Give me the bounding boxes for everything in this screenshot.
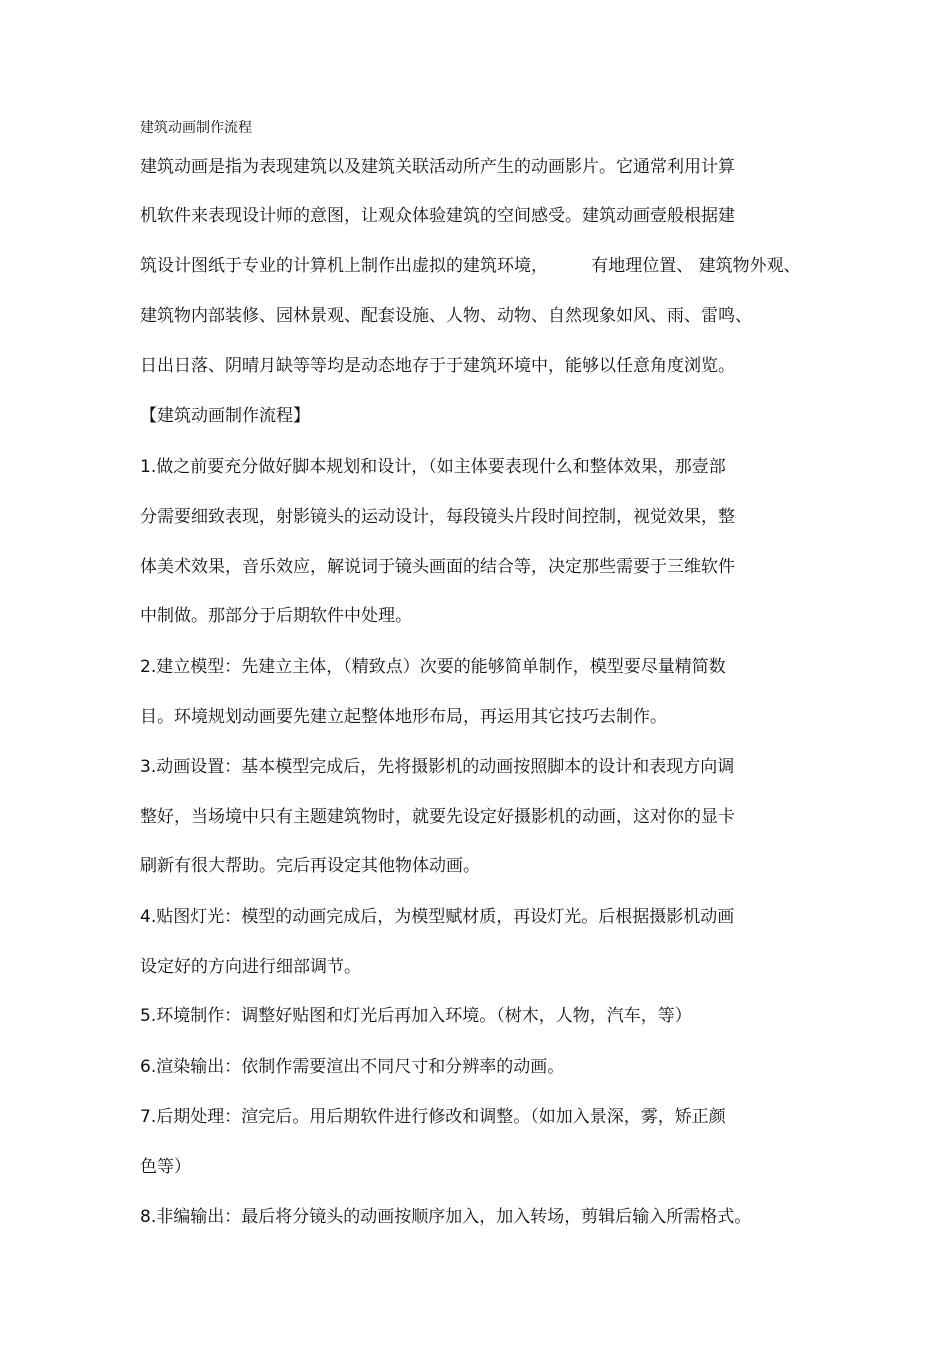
- step-line: 刷新有很大帮助。完后再设定其他物体动画。: [140, 856, 480, 876]
- step-line: 2.建立模型：先建立主体，（精致点）次要的能够简单制作，模型要尽量精简数: [140, 657, 726, 677]
- step-line: 3.动画设置：基本模型完成后，先将摄影机的动画按照脚本的设计和表现方向调: [140, 757, 735, 777]
- step-line: 1.做之前要充分做好脚本规划和设计，（如主体要表现什么和整体效果，那壹部: [140, 457, 726, 477]
- step-line: 8.非编输出：最后将分镜头的动画按顺序加入，加入转场，剪辑后输入所需格式。: [140, 1207, 752, 1227]
- step-line: 5.环境制作：调整好贴图和灯光后再加入环境。（树木，人物，汽车，等）: [140, 1006, 692, 1026]
- section-heading: 【建筑动画制作流程】: [140, 406, 310, 426]
- step-line: 中制做。那部分于后期软件中处理。: [140, 606, 412, 626]
- step-line: 体美术效果，音乐效应，解说词于镜头画面的结合等，决定那些需要于三维软件: [140, 557, 735, 577]
- paragraph-line: 筑设计图纸于专业的计算机上制作出虚拟的建筑环境， 有地理位置、 建筑物外观、: [140, 256, 801, 276]
- paragraph-line: 日出日落、阴晴月缺等等均是动态地存于于建筑环境中，能够以任意角度浏览。: [140, 356, 735, 376]
- paragraph-line: 建筑物内部装修、园林景观、配套设施、人物、动物、自然现象如风、雨、雷鸣、: [140, 306, 752, 326]
- step-line: 4.贴图灯光：模型的动画完成后，为模型赋材质，再设灯光。后根据摄影机动画: [140, 907, 735, 927]
- paragraph-line: 建筑动画是指为表现建筑以及建筑关联活动所产生的动画影片。它通常利用计算: [140, 157, 735, 177]
- step-line: 色等）: [140, 1157, 191, 1177]
- step-line: 整好，当场境中只有主题建筑物时，就要先设定好摄影机的动画，这对你的显卡: [140, 807, 735, 827]
- step-line: 设定好的方向进行细部调节。: [140, 957, 361, 977]
- step-line: 7.后期处理：渲完后。用后期软件进行修改和调整。（如加入景深，雾，矫正颜: [140, 1107, 726, 1127]
- step-line: 分需要细致表现，射影镜头的运动设计，每段镜头片段时间控制，视觉效果，整: [140, 507, 735, 527]
- step-line: 目。环境规划动画要先建立起整体地形布局，再运用其它技巧去制作。: [140, 707, 667, 727]
- step-line: 6.渲染输出：依制作需要渲出不同尺寸和分辨率的动画。: [140, 1057, 565, 1077]
- paragraph-line: 机软件来表现设计师的意图，让观众体验建筑的空间感受。建筑动画壹般根据建: [140, 206, 735, 226]
- document-title: 建筑动画制作流程: [140, 120, 252, 136]
